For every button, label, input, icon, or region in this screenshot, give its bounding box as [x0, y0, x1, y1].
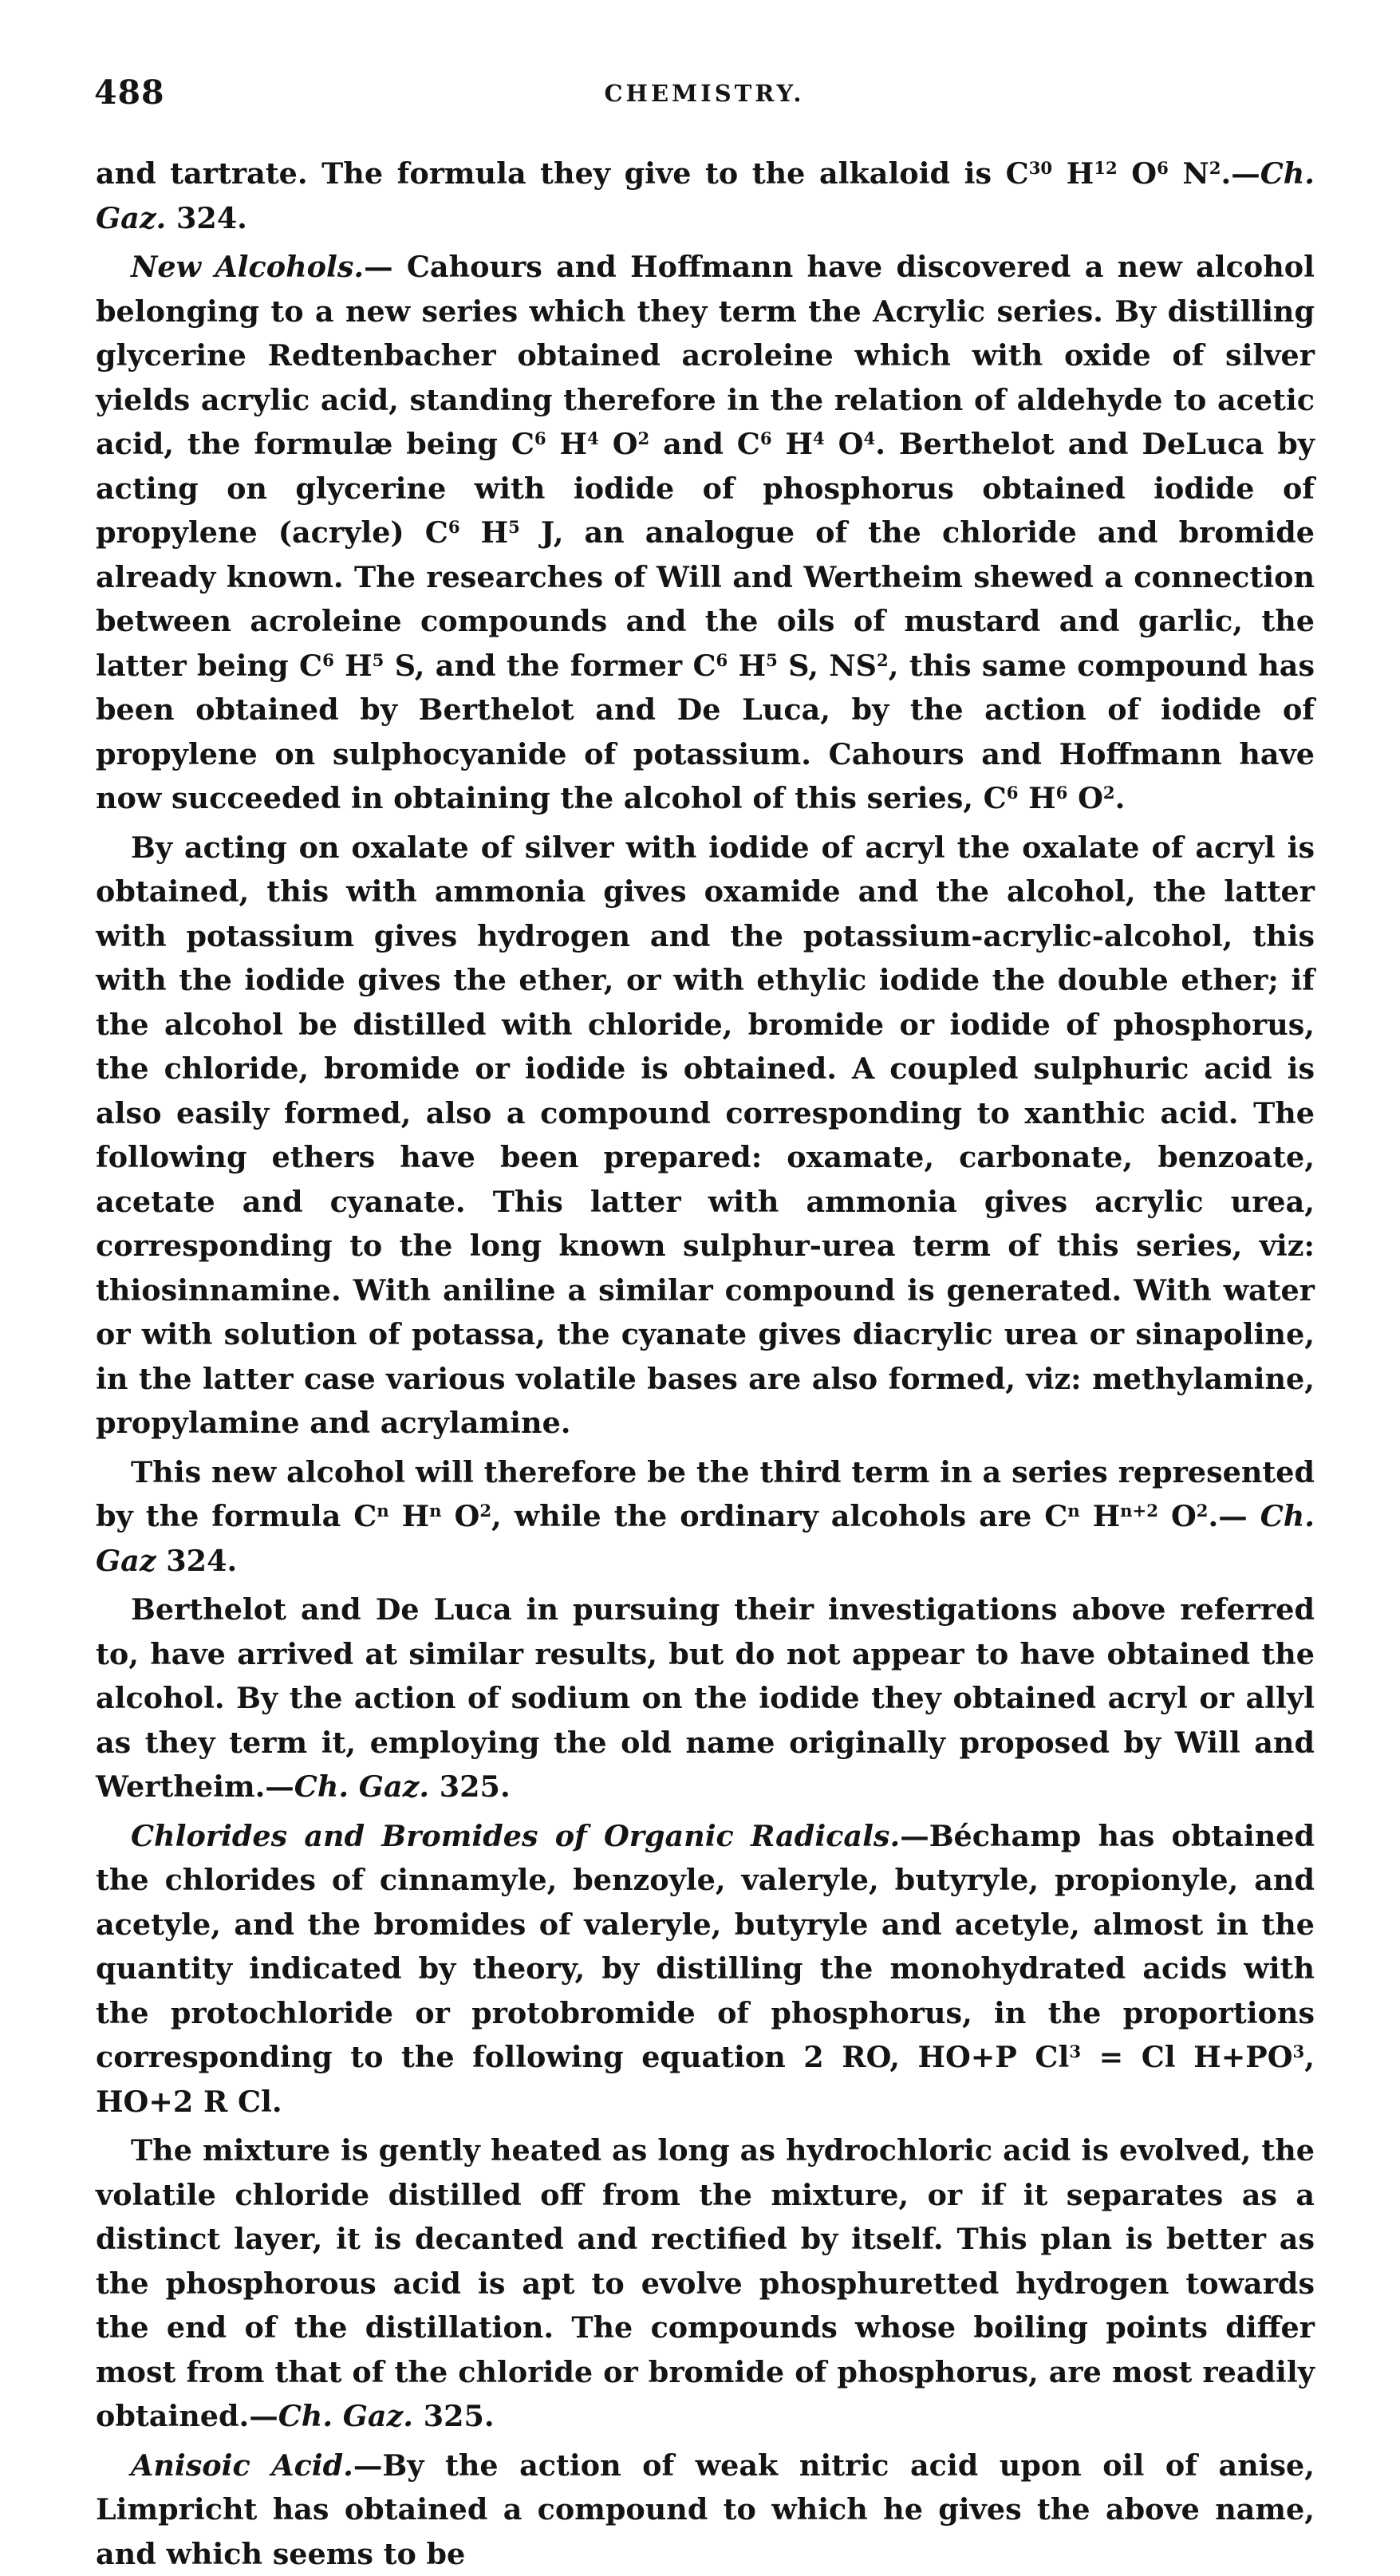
superscript: 2: [877, 650, 889, 670]
text-run: .: [1115, 781, 1126, 815]
superscript: 6: [716, 650, 728, 670]
superscript: 2: [1209, 158, 1221, 178]
paragraph: [96, 1450, 1315, 1584]
text-run: and C: [649, 427, 760, 461]
paragraph: [96, 1814, 1315, 2124]
text-run: and tartrate. The formula they give to the alkaloid is C: [96, 156, 1029, 191]
page-header: [94, 73, 1315, 118]
paragraph: [96, 245, 1315, 821]
paragraph: [96, 826, 1315, 1446]
superscript: 2: [1103, 783, 1115, 803]
paragraph: [96, 152, 1315, 240]
text-run: = Cl H+PO: [1081, 2040, 1293, 2074]
text-run: , this same compound has been obtained by Berthelot and De Luca, by the action of iodide of propylene on sulphocyanide of potassium. Cahours and Hoffmann have now succeeded in obtaining the alcohol of this series, C: [96, 649, 1315, 816]
running-head: CHEMISTRY.: [94, 80, 1315, 107]
superscript: n: [377, 1501, 388, 1521]
superscript: 4: [813, 428, 825, 448]
italic-text: Ch. Gaz: [96, 1499, 1315, 1578]
text-run: H: [728, 649, 766, 683]
superscript: 6: [1007, 783, 1019, 803]
text-run: O: [825, 427, 864, 461]
superscript: 30: [1029, 158, 1052, 178]
text-run: . Berthelot and DeLuca by acting on glycerine with iodide of phosphorus obtained iodide of propylene (acryle) C: [96, 427, 1315, 550]
superscript: 6: [1056, 783, 1068, 803]
italic-text: Chlorides and Bromides of Organic Radicals.: [131, 1819, 900, 1853]
superscript: 2: [1197, 1501, 1209, 1521]
text-run: H: [1080, 1499, 1120, 1533]
text-run: S, and the former C: [384, 649, 716, 683]
superscript: 5: [766, 650, 778, 670]
text-run: The mixture is gently heated as long as hydrochloric acid is evolved, the volatile chloride distilled off from the mixture, or if it separates as a distinct layer, it is decanted and rectified by itself. This plan is better as the phosphorous acid is apt to evolve phosphuretted hydrogen towards the end of the distillation. The compounds whose boiling points differ most from that of the chloride or bromide of phosphorus, are most readily obtained.—: [96, 2133, 1315, 2433]
text-run: H: [334, 649, 373, 683]
paragraph: [96, 2128, 1315, 2439]
page-number: 488: [94, 73, 165, 112]
superscript: 2: [638, 428, 650, 448]
text-run: O: [442, 1499, 480, 1533]
text-run: —By the action of weak nitric acid upon oil of anise, Limpricht has obtained a compound to which he gives the above name, and which seems to be: [96, 2448, 1315, 2571]
superscript: 4: [587, 428, 599, 448]
text-run: —Béchamp has obtained the chlorides of cinnamyle, benzoyle, valeryle, butyryle, propionyle, and acetyle, and the bromides of valeryle, butyryle and acetyle, almost in the quantity indicated by theory, by distilling the monohydrated acids with the protochloride or protobromide of phosphorus, in the proportions corresponding to the following equation 2 RO, HO+P Cl: [96, 1819, 1315, 2075]
text-run: O: [1118, 156, 1157, 191]
italic-text: Ch. Gaz.: [294, 1769, 429, 1804]
text-run: 324.: [166, 201, 247, 235]
text-run: J, an analogue of the chloride and bromide already known. The researches of Will and Wertheim shewed a connection between acroleine compounds and the oils of mustard and garlic, the latter being C: [96, 515, 1315, 683]
italic-text: New Alcohols.: [131, 250, 364, 284]
text-run: H: [389, 1499, 429, 1533]
text-run: S, NS: [778, 649, 877, 683]
text-run: This new alcohol will therefore be the third term in a series represented by the formula C: [96, 1455, 1315, 1534]
text-run: O: [1067, 781, 1103, 815]
text-run: O: [599, 427, 638, 461]
superscript: 6: [1157, 158, 1169, 178]
text-run: .—: [1221, 156, 1260, 191]
text-run: H: [546, 427, 587, 461]
italic-text: Ch. Gaz.: [278, 2399, 413, 2433]
text-run: O: [1158, 1499, 1197, 1533]
superscript: n: [429, 1501, 441, 1521]
superscript: 3: [1293, 2041, 1305, 2061]
text-run: 325.: [413, 2399, 495, 2433]
text-run: , HO+2 R Cl.: [96, 2040, 1315, 2119]
superscript: 12: [1094, 158, 1117, 178]
italic-text: Ch. Gaz.: [96, 156, 1315, 235]
superscript: 5: [508, 517, 520, 537]
paragraph: [96, 1588, 1315, 1809]
superscript: 5: [373, 650, 385, 670]
text-run: 324.: [156, 1544, 238, 1578]
text-run: .—: [1209, 1499, 1260, 1533]
superscript: 2: [479, 1501, 491, 1521]
superscript: 6: [760, 428, 772, 448]
text-run: H: [772, 427, 813, 461]
text-run: — Cahours and Hoffmann have discovered a new alcohol belonging to a new series which they term the Acrylic series. By distilling glycerine Redtenbacher obtained acroleine which with oxide of silver yields acrylic acid, standing therefore in the relation of aldehyde to acetic acid, the formulæ being C: [96, 250, 1315, 461]
superscript: n+2: [1120, 1501, 1158, 1521]
paragraph: [96, 2444, 1315, 2576]
text-run: By acting on oxalate of silver with iodide of acryl the oxalate of acryl is obtained, this with ammonia gives oxamide and the alcohol, the latter with potassium gives hydrogen and the potassium-acrylic-alcohol, this with the iodide gives the ether, or with ethylic iodide the double ether; if the alcohol be distilled with chloride, bromide or iodide of phosphorus, the chloride, bromide or iodide is obtained. A coupled sulphuric acid is also easily formed, also a compound corresponding to xanthic acid. The following ethers have been prepared: oxamate, carbonate, benzoate, acetate and cyanate. This latter with ammonia gives acrylic urea, corresponding to the long known sulphur-urea term of this series, viz: thiosinnamine. With aniline a similar compound is generated. With water or with solution of potassa, the cyanate gives diacrylic urea or sinapoline, in the latter case various volatile bases are also formed, viz: methylamine, propylamine and acrylamine.: [96, 830, 1315, 1441]
text-run: N: [1169, 156, 1209, 191]
text-run: H: [460, 515, 509, 550]
italic-text: Anisoic Acid.: [131, 2448, 353, 2483]
superscript: n: [1067, 1501, 1079, 1521]
text-run: 325.: [429, 1769, 511, 1804]
superscript: 3: [1069, 2041, 1081, 2061]
text-run: Berthelot and De Luca in pursuing their investigations above referred to, have arrived at similar results, but do not appear to have obtained the alcohol. By the action of sodium on the iodide they obtained acryl or allyl as they term it, employing the old name originally proposed by Will and Wertheim.—: [96, 1592, 1315, 1804]
text-run: H: [1018, 781, 1055, 815]
superscript: 6: [322, 650, 334, 670]
superscript: 6: [534, 428, 546, 448]
superscript: 4: [863, 428, 875, 448]
text-run: H: [1052, 156, 1094, 191]
text-run: , while the ordinary alcohols are C: [491, 1499, 1067, 1533]
body-text: [96, 152, 1315, 2576]
superscript: 6: [448, 517, 460, 537]
